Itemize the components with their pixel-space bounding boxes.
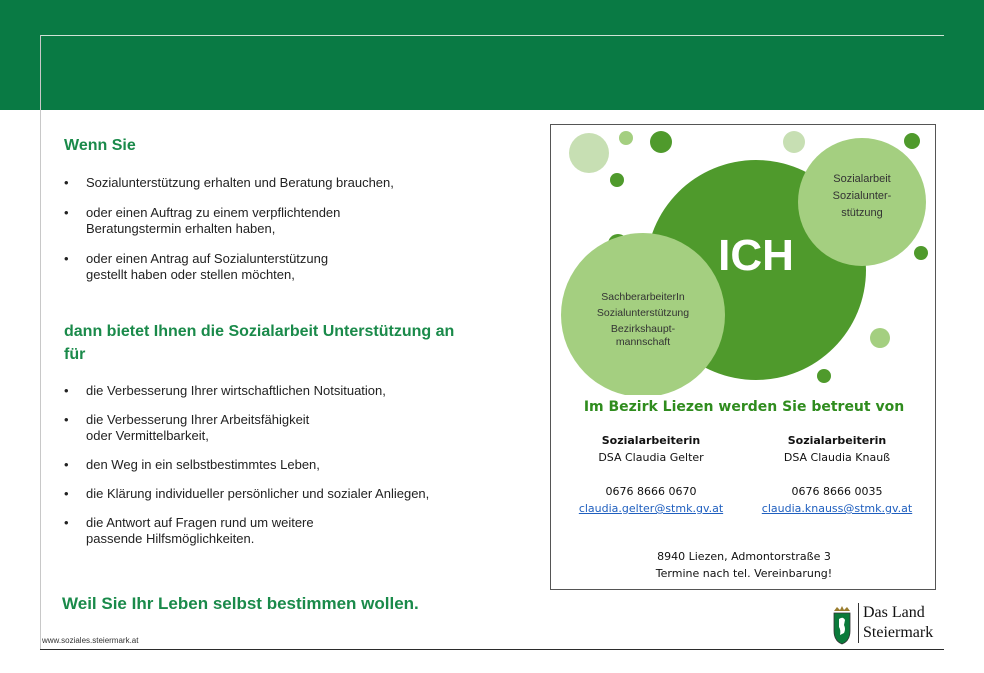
offer-heading: dann bietet Ihnen die Sozialarbeit Unterstützung an für xyxy=(64,323,455,363)
right-circle-label: Sozialunter- xyxy=(832,190,892,202)
right-circle-label: stützung xyxy=(841,207,883,219)
address-line: 8940 Liezen, Admontorstraße 3 xyxy=(657,550,831,563)
left-circle-label: mannschaft xyxy=(615,336,671,348)
appointment-note: Termine nach tel. Vereinbarung! xyxy=(655,567,833,580)
support-diagram xyxy=(551,125,935,395)
left-circle-label: Sozialunterstützung xyxy=(596,307,690,319)
decor-bubble xyxy=(783,131,805,153)
contact-role: Sozialarbeiterin xyxy=(787,434,887,447)
contact-knauss xyxy=(747,432,927,517)
decor-bubble xyxy=(650,131,672,153)
center-label: ICH xyxy=(718,231,794,280)
logo-wordmark xyxy=(858,603,933,643)
office-address xyxy=(551,548,937,582)
intro-heading: Wenn Sie xyxy=(64,137,136,154)
closing-slogan: Weil Sie Ihr Leben selbst bestimmen wollen. xyxy=(62,594,419,613)
right-circle xyxy=(798,138,926,266)
left-circle-label: Bezirkshaupt- xyxy=(610,323,676,335)
contact-name: DSA Claudia Knauß xyxy=(783,451,891,464)
decor-bubble xyxy=(610,173,624,187)
contact-name: DSA Claudia Gelter xyxy=(598,451,704,464)
logo-line: Das Land xyxy=(863,604,925,621)
contact-phone: 0676 8666 0670 xyxy=(605,485,697,498)
contact-email-link[interactable]: claudia.gelter@stmk.gv.at xyxy=(578,502,724,515)
right-circle-label: Sozialarbeit xyxy=(833,173,891,185)
contact-gelter xyxy=(561,432,741,517)
left-margin-line xyxy=(40,35,41,650)
decor-bubble xyxy=(914,246,928,260)
list-item: • die Verbesserung Ihrer wirtschaftlichen Notsituation, xyxy=(64,383,429,399)
contact-card xyxy=(550,124,936,590)
list-item: • die Klärung individueller persönlicher und sozialer Anliegen, xyxy=(64,486,429,502)
intro-list xyxy=(64,175,394,297)
footer-divider xyxy=(40,649,944,650)
left-circle-label: SachberarbeiterIn xyxy=(601,291,685,303)
list-item: • oder einen Antrag auf Sozialunterstützung gestellt haben oder stellen möchten, xyxy=(64,251,394,283)
decor-bubble xyxy=(870,328,890,348)
decor-bubble xyxy=(904,133,920,149)
contact-role: Sozialarbeiterin xyxy=(601,434,701,447)
website-url[interactable]: www.soziales.steiermark.at xyxy=(42,636,139,645)
header-divider xyxy=(40,35,944,36)
list-item: • die Antwort auf Fragen rund um weitere passende Hilfsmöglichkeiten. xyxy=(64,515,429,547)
coat-of-arms-icon xyxy=(831,605,853,645)
decor-bubble xyxy=(619,131,633,145)
card-title: Im Bezirk Liezen werden Sie betreut von xyxy=(583,399,905,415)
contact-email-link[interactable]: claudia.knauss@stmk.gv.at xyxy=(761,502,913,515)
logo-line: Steiermark xyxy=(863,624,934,641)
header-banner xyxy=(0,0,984,110)
offer-list xyxy=(64,383,429,560)
steiermark-logo xyxy=(831,603,943,647)
decor-bubble xyxy=(817,369,831,383)
list-item: • die Verbesserung Ihrer Arbeitsfähigkeit oder Vermittelbarkeit, xyxy=(64,412,429,444)
list-item: • den Weg in ein selbstbestimmtes Leben, xyxy=(64,457,429,473)
list-item: • oder einen Auftrag zu einem verpflichtenden Beratungstermin erhalten haben, xyxy=(64,205,394,237)
contact-phone: 0676 8666 0035 xyxy=(791,485,883,498)
list-item: • Sozialunterstützung erhalten und Beratung brauchen, xyxy=(64,175,394,191)
decor-bubble xyxy=(569,133,609,173)
